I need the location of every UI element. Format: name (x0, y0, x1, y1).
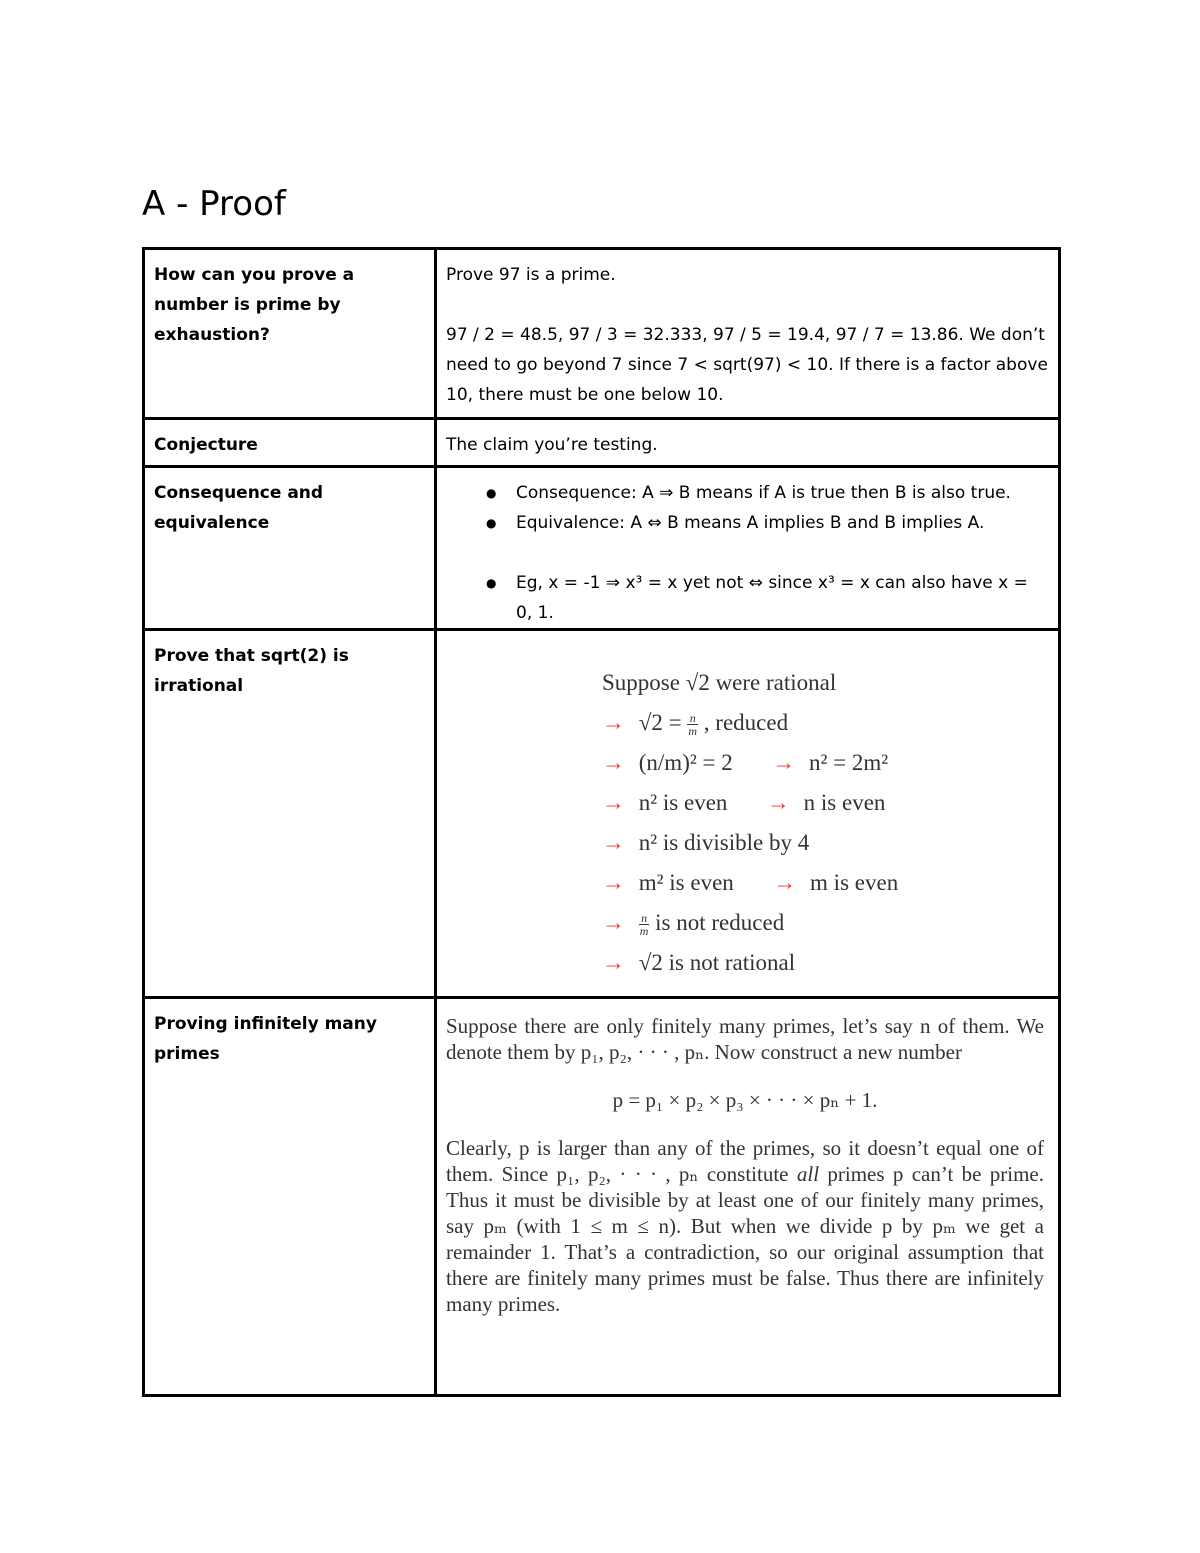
list-item: ● Equivalence: A ⇔ B means A implies B and B implies A. (446, 508, 1048, 538)
table-row (144, 419, 1060, 467)
arrow-icon: → (602, 790, 625, 815)
fraction: $\frac{n}{m}$ (639, 911, 649, 939)
bullet-list (446, 478, 1048, 538)
proof-line: Suppose √2 were rational (602, 670, 837, 695)
proof-paragraph: Clearly, p is larger than any of the primes, so it doesn’t equal one of them. Since p₁, p₂, · · · , pₙ constitute all primes p can’t be prime. Thus it must be divisible by at least one of our finitely many primes, say pₘ (with 1 ≤ m ≤ n). But when we divide p by pₘ we get a remainder 1. That’s a contradiction, so our original assumption that there are finitely many primes must be false. Thus there are infinitely many primes. (446, 1136, 1045, 1316)
proof-line: → $\frac{n}{m}$ is not reduced (602, 910, 785, 939)
arrow-icon: → (602, 870, 625, 895)
proof-paragraph: Suppose there are only finitely many primes, let’s say n of them. We denote them by p₁, p₂, · · · , pₙ. Now construct a new number (446, 1014, 1044, 1064)
proof-line: → m² is even → m is even (602, 870, 899, 895)
answer-cell: The claim you’re testing. (436, 419, 1060, 467)
question-cell: Proving infinitely many primes (144, 998, 436, 1396)
proof-line: → √2 = $\frac{n}{m}$ , reduced (602, 710, 789, 739)
arrow-icon: → (602, 910, 625, 935)
infinite-primes-proof (446, 1009, 1048, 1317)
question-cell: Prove that sqrt(2) is irrational (144, 630, 436, 998)
bullet-list (446, 568, 1048, 628)
answer-line: Prove 97 is a prime. (446, 265, 616, 285)
answer-cell (436, 998, 1060, 1396)
answer-cell (436, 249, 1060, 419)
question-cell: How can you prove a number is prime by exhaustion? (144, 249, 436, 419)
proof-equation: p = p₁ × p₂ × p₃ × · · · × pₙ + 1. (612, 1088, 878, 1112)
table-row (144, 249, 1060, 419)
answer-cell (436, 467, 1060, 630)
sqrt2-proof (602, 663, 1048, 983)
arrow-icon: → (602, 830, 625, 855)
table-row (144, 998, 1060, 1396)
arrow-icon: → (602, 950, 625, 975)
question-cell: Conjecture (144, 419, 436, 467)
list-item: ● Consequence: A ⇒ B means if A is true then B is also true. (446, 478, 1048, 508)
fraction: $\frac{n}{m}$ (688, 711, 698, 739)
answer-cell (436, 630, 1060, 998)
table-row (144, 467, 1060, 630)
arrow-icon: → (602, 710, 625, 735)
arrow-icon: → (772, 750, 796, 775)
table-row (144, 630, 1060, 998)
question-cell: Consequence and equivalence (144, 467, 436, 630)
arrow-icon: → (773, 870, 797, 895)
arrow-icon: → (602, 750, 625, 775)
proof-line: → n² is divisible by 4 (602, 830, 810, 855)
proof-line: → √2 is not rational (602, 950, 796, 975)
arrow-icon: → (766, 790, 790, 815)
answer-line: 97 / 2 = 48.5, 97 / 3 = 32.333, 97 / 5 = 19.4, 97 / 7 = 13.86. We don’t need to go beyond 7 since 7 < sqrt(97) < 10. If there is a factor above 10, there must be one below 10. (446, 325, 1048, 405)
proof-line: → (n/m)² = 2 → n² = 2m² (602, 750, 889, 775)
notes-table (142, 247, 1061, 1397)
proof-line: → n² is even → n is even (602, 790, 886, 815)
page-title: A - Proof (142, 184, 286, 224)
list-item: ● Eg, x = -1 ⇒ x³ = x yet not ⇔ since x³ = x can also have x = 0, 1. (446, 568, 1048, 628)
